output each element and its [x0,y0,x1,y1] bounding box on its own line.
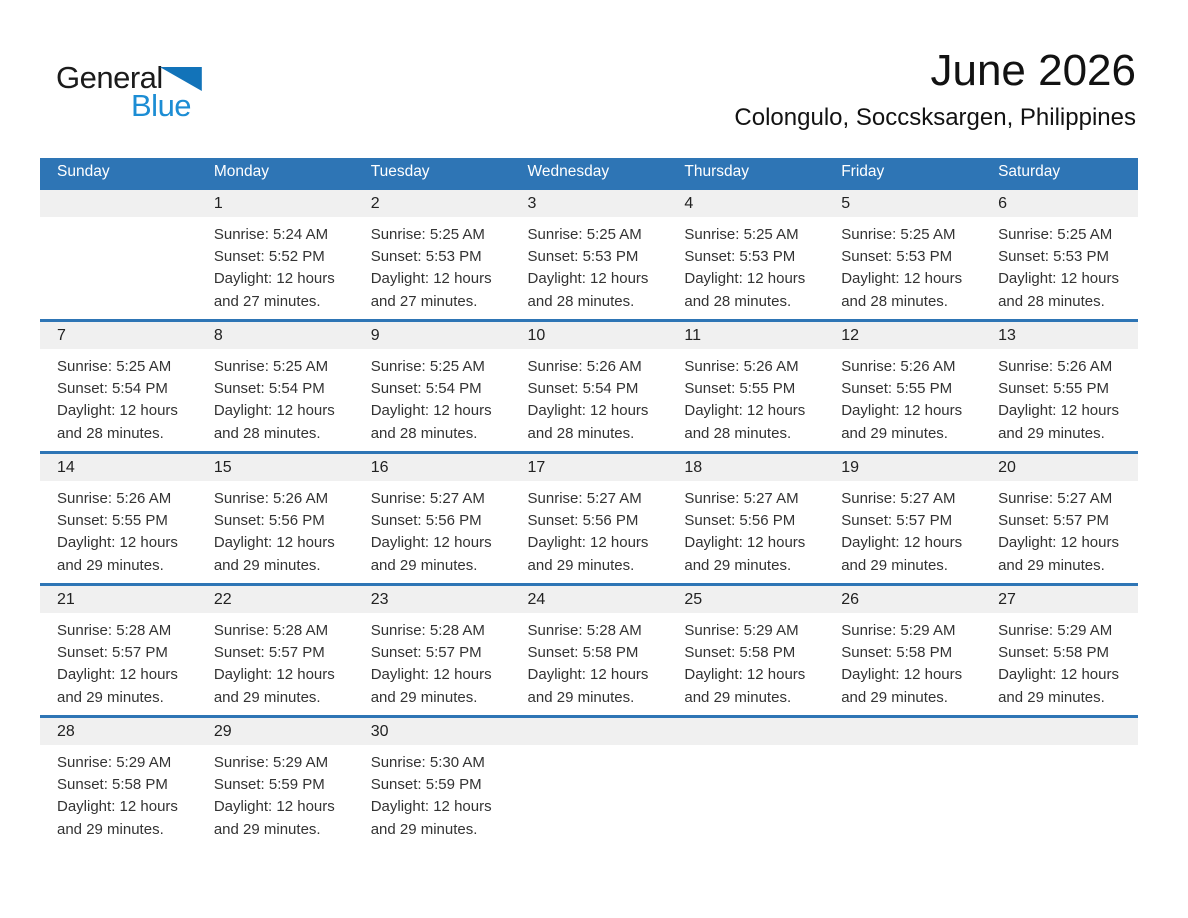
sunrise-text: Sunrise: 5:28 AM [370,621,485,639]
day-number [824,718,981,745]
daylight-text: Daylight: 12 hours and 29 minutes. [370,798,492,838]
sun-times [824,745,981,752]
sunrise-text: Sunrise: 5:25 AM [370,225,485,243]
calendar-week-row [40,584,1138,716]
sun-times [667,613,824,710]
sun-times [511,217,668,314]
day-number: 5 [824,190,981,217]
sun-times [824,349,981,446]
sun-times [40,481,197,578]
daylight-text: Daylight: 12 hours and 29 minutes. [370,534,492,574]
daylight-text: Daylight: 12 hours and 28 minutes. [684,402,806,442]
sunrise-text: Sunrise: 5:25 AM [57,357,172,375]
sunset-text: Sunset: 5:57 PM [998,511,1109,529]
calendar-day-cell [354,452,511,584]
daylight-text: Daylight: 12 hours and 29 minutes. [213,666,335,706]
day-number: 7 [40,322,197,349]
day-number: 13 [981,322,1138,349]
sunrise-text: Sunrise: 5:26 AM [527,357,642,375]
sun-times [40,217,197,224]
calendar-day-cell [197,716,354,848]
sunrise-text: Sunrise: 5:28 AM [527,621,642,639]
sunset-text: Sunset: 5:58 PM [527,643,639,661]
sunset-text: Sunset: 5:59 PM [213,775,325,793]
sunrise-text: Sunrise: 5:28 AM [57,621,172,639]
sunset-text: Sunset: 5:54 PM [370,379,482,397]
logo-general-text: General [56,60,163,95]
sun-times [511,613,668,710]
calendar-day-cell [667,452,824,584]
daylight-text: Daylight: 12 hours and 29 minutes. [841,402,963,442]
day-number: 16 [354,454,511,481]
calendar-day-cell [354,188,511,320]
daylight-text: Daylight: 12 hours and 29 minutes. [527,666,649,706]
weekday-friday: Friday [824,158,981,188]
calendar-day-cell [511,320,668,452]
sunrise-text: Sunrise: 5:27 AM [370,489,485,507]
sun-times [667,745,824,752]
calendar-week-row [40,452,1138,584]
weekday-wednesday: Wednesday [511,158,668,188]
calendar-head [40,158,1138,188]
sun-times [197,217,354,314]
sun-times [197,349,354,446]
calendar-day-cell [667,188,824,320]
daylight-text: Daylight: 12 hours and 28 minutes. [57,402,178,442]
sun-times [511,349,668,446]
sun-times [197,745,354,842]
day-number: 14 [40,454,197,481]
sunrise-text: Sunrise: 5:26 AM [684,357,799,375]
sunrise-text: Sunrise: 5:25 AM [998,225,1113,243]
day-number: 26 [824,586,981,613]
daylight-text: Daylight: 12 hours and 29 minutes. [527,534,649,574]
weekday-monday: Monday [197,158,354,188]
sun-times [824,481,981,578]
calendar-day-cell [981,188,1138,320]
sunrise-text: Sunrise: 5:27 AM [998,489,1113,507]
calendar-week-row [40,716,1138,848]
sunrise-text: Sunrise: 5:25 AM [684,225,799,243]
sunrise-text: Sunrise: 5:29 AM [57,753,172,771]
day-number: 1 [197,190,354,217]
sunset-text: Sunset: 5:57 PM [841,511,953,529]
location-subtitle: Colongulo, Soccsksargen, Philippines [734,103,1136,131]
calendar-day-cell [354,584,511,716]
calendar-day-cell [197,584,354,716]
daylight-text: Daylight: 12 hours and 29 minutes. [370,666,492,706]
calendar-day-cell [40,452,197,584]
sunset-text: Sunset: 5:55 PM [57,511,168,529]
calendar-day-cell [667,320,824,452]
sunset-text: Sunset: 5:53 PM [527,247,639,265]
weekday-thursday: Thursday [667,158,824,188]
sun-times [511,745,668,752]
sun-times [354,745,511,842]
sunset-text: Sunset: 5:56 PM [527,511,639,529]
sun-times [40,613,197,710]
day-number [981,718,1138,745]
sun-times [981,481,1138,578]
sunrise-text: Sunrise: 5:26 AM [213,489,329,507]
sunrise-text: Sunrise: 5:26 AM [841,357,956,375]
daylight-text: Daylight: 12 hours and 29 minutes. [213,534,335,574]
day-number: 24 [511,586,668,613]
daylight-text: Daylight: 12 hours and 27 minutes. [370,270,492,310]
day-number: 9 [354,322,511,349]
sunset-text: Sunset: 5:58 PM [998,643,1109,661]
day-number: 2 [354,190,511,217]
day-number: 30 [354,718,511,745]
weekday-tuesday: Tuesday [354,158,511,188]
sunset-text: Sunset: 5:52 PM [213,247,325,265]
calendar-day-cell [197,188,354,320]
calendar-week-row [40,188,1138,320]
day-number: 8 [197,322,354,349]
sun-times [197,481,354,578]
calendar-day-cell [824,320,981,452]
calendar-day-cell [511,584,668,716]
daylight-text: Daylight: 12 hours and 28 minutes. [527,270,649,310]
sunrise-text: Sunrise: 5:25 AM [841,225,956,243]
sunrise-text: Sunrise: 5:25 AM [213,357,329,375]
weekday-saturday: Saturday [981,158,1138,188]
sunrise-text: Sunrise: 5:26 AM [998,357,1113,375]
day-number: 25 [667,586,824,613]
calendar-day-cell [40,320,197,452]
daylight-text: Daylight: 12 hours and 29 minutes. [841,666,963,706]
sun-times [824,217,981,314]
day-number: 4 [667,190,824,217]
day-number: 18 [667,454,824,481]
day-number: 20 [981,454,1138,481]
sunrise-text: Sunrise: 5:30 AM [370,753,485,771]
sunset-text: Sunset: 5:57 PM [213,643,325,661]
calendar-body [40,188,1138,848]
sunset-text: Sunset: 5:54 PM [213,379,325,397]
sun-times [824,613,981,710]
day-number: 27 [981,586,1138,613]
sunrise-text: Sunrise: 5:26 AM [57,489,172,507]
day-number: 22 [197,586,354,613]
sun-times [40,349,197,446]
daylight-text: Daylight: 12 hours and 29 minutes. [841,534,963,574]
sunset-text: Sunset: 5:56 PM [213,511,325,529]
day-number: 12 [824,322,981,349]
sun-times [981,613,1138,710]
daylight-text: Daylight: 12 hours and 29 minutes. [57,666,178,706]
day-number [667,718,824,745]
sunset-text: Sunset: 5:55 PM [684,379,796,397]
sunset-text: Sunset: 5:56 PM [684,511,796,529]
daylight-text: Daylight: 12 hours and 28 minutes. [370,402,492,442]
weekday-header-row [40,158,1138,188]
daylight-text: Daylight: 12 hours and 29 minutes. [57,798,178,838]
calendar-day-cell [824,452,981,584]
day-number: 19 [824,454,981,481]
sunset-text: Sunset: 5:59 PM [370,775,482,793]
calendar-day-cell [824,188,981,320]
sun-times [354,217,511,314]
sunset-text: Sunset: 5:53 PM [841,247,953,265]
calendar-day-cell [981,452,1138,584]
day-number: 10 [511,322,668,349]
calendar-day-cell [511,188,668,320]
day-number [511,718,668,745]
daylight-text: Daylight: 12 hours and 29 minutes. [998,666,1119,706]
sunset-text: Sunset: 5:53 PM [684,247,796,265]
calendar-day-cell [197,320,354,452]
calendar-day-cell [197,452,354,584]
calendar-day-cell [40,716,197,848]
daylight-text: Daylight: 12 hours and 28 minutes. [213,402,335,442]
sunrise-text: Sunrise: 5:29 AM [213,753,329,771]
calendar-empty-cell [511,716,668,848]
day-number: 28 [40,718,197,745]
logo-blue-text: Blue [131,88,192,123]
sunset-text: Sunset: 5:53 PM [370,247,482,265]
sun-times [981,745,1138,752]
title-block [734,46,1136,132]
calendar-table [40,158,1138,848]
sunset-text: Sunset: 5:53 PM [998,247,1109,265]
calendar-empty-cell [40,188,197,320]
daylight-text: Daylight: 12 hours and 29 minutes. [684,534,806,574]
day-number [40,190,197,217]
day-number: 29 [197,718,354,745]
sunset-text: Sunset: 5:58 PM [841,643,953,661]
daylight-text: Daylight: 12 hours and 29 minutes. [998,402,1119,442]
month-title: June 2026 [930,46,1136,95]
sun-times [667,481,824,578]
sun-times [981,349,1138,446]
daylight-text: Daylight: 12 hours and 28 minutes. [527,402,649,442]
calendar-day-cell [981,320,1138,452]
weekday-sunday: Sunday [40,158,197,188]
sunrise-text: Sunrise: 5:29 AM [998,621,1113,639]
calendar-empty-cell [667,716,824,848]
sun-times [981,217,1138,314]
daylight-text: Daylight: 12 hours and 29 minutes. [684,666,806,706]
sunrise-text: Sunrise: 5:29 AM [841,621,956,639]
calendar-day-cell [667,584,824,716]
sunrise-text: Sunrise: 5:29 AM [684,621,799,639]
daylight-text: Daylight: 12 hours and 27 minutes. [213,270,335,310]
sunrise-text: Sunrise: 5:27 AM [527,489,642,507]
calendar-empty-cell [981,716,1138,848]
sunset-text: Sunset: 5:54 PM [527,379,639,397]
day-number: 21 [40,586,197,613]
daylight-text: Daylight: 12 hours and 28 minutes. [998,270,1119,310]
sun-times [354,613,511,710]
calendar-week-row [40,320,1138,452]
sunrise-text: Sunrise: 5:24 AM [213,225,329,243]
calendar-day-cell [824,584,981,716]
sunrise-text: Sunrise: 5:28 AM [213,621,329,639]
daylight-text: Daylight: 12 hours and 29 minutes. [998,534,1119,574]
sun-times [354,349,511,446]
daylight-text: Daylight: 12 hours and 28 minutes. [684,270,806,310]
calendar-empty-cell [824,716,981,848]
day-number: 11 [667,322,824,349]
sunset-text: Sunset: 5:58 PM [684,643,796,661]
day-number: 15 [197,454,354,481]
sunset-text: Sunset: 5:54 PM [57,379,168,397]
sunrise-text: Sunrise: 5:25 AM [527,225,642,243]
sun-times [354,481,511,578]
sun-times [667,217,824,314]
sunset-text: Sunset: 5:56 PM [370,511,482,529]
daylight-text: Daylight: 12 hours and 29 minutes. [213,798,335,838]
sunset-text: Sunset: 5:55 PM [841,379,953,397]
sunrise-text: Sunrise: 5:27 AM [841,489,956,507]
daylight-text: Daylight: 12 hours and 28 minutes. [841,270,963,310]
sunset-text: Sunset: 5:58 PM [57,775,168,793]
calendar-day-cell [354,320,511,452]
calendar-day-cell [354,716,511,848]
sun-times [667,349,824,446]
day-number: 3 [511,190,668,217]
sun-times [511,481,668,578]
sunset-text: Sunset: 5:57 PM [370,643,482,661]
calendar-day-cell [511,452,668,584]
sunset-text: Sunset: 5:57 PM [57,643,168,661]
calendar-day-cell [981,584,1138,716]
general-blue-logo [56,60,202,124]
day-number: 23 [354,586,511,613]
sun-times [197,613,354,710]
sun-times [40,745,197,842]
day-number: 17 [511,454,668,481]
sunset-text: Sunset: 5:55 PM [998,379,1109,397]
sunrise-text: Sunrise: 5:27 AM [684,489,799,507]
sunrise-text: Sunrise: 5:25 AM [370,357,485,375]
calendar-day-cell [40,584,197,716]
day-number: 6 [981,190,1138,217]
daylight-text: Daylight: 12 hours and 29 minutes. [57,534,178,574]
